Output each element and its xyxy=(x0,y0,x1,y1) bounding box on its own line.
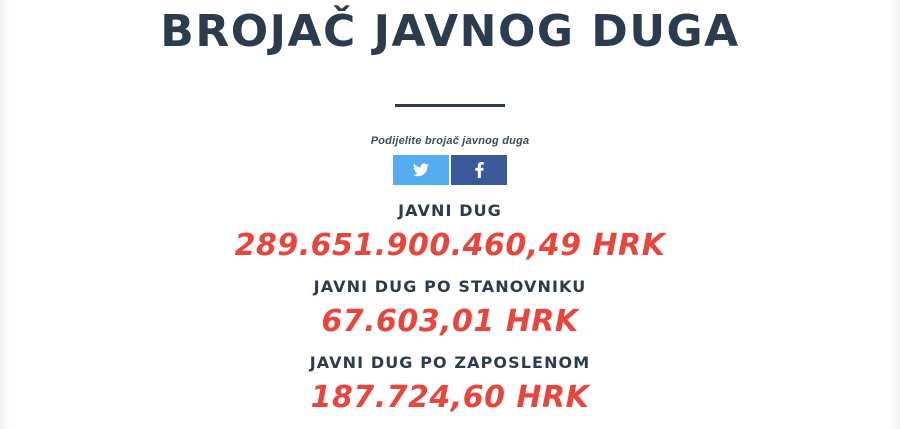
page-title: BROJAČ JAVNOG DUGA xyxy=(160,6,740,57)
twitter-icon xyxy=(413,163,429,177)
stat-block-debt-per-capita xyxy=(0,277,900,339)
share-label: Podijelite brojač javnog duga xyxy=(370,134,530,147)
debt-statistics xyxy=(0,201,900,415)
stat-label: JAVNI DUG PO ZAPOSLENOM xyxy=(309,352,591,372)
stat-block-total-debt xyxy=(0,201,900,263)
title-divider xyxy=(395,104,505,107)
share-buttons xyxy=(393,155,507,185)
stat-label: JAVNI DUG xyxy=(398,200,502,220)
stat-value: 289.651.900.460,49 HRK xyxy=(234,227,666,263)
stat-value: 67.603,01 HRK xyxy=(321,303,579,339)
share-facebook-button[interactable] xyxy=(451,155,507,185)
share-twitter-button[interactable] xyxy=(393,155,449,185)
stat-value: 187.724,60 HRK xyxy=(310,379,590,415)
stat-label: JAVNI DUG PO STANOVNIKU xyxy=(313,276,587,296)
stat-block-debt-per-employed xyxy=(0,353,900,415)
facebook-icon xyxy=(475,162,484,178)
